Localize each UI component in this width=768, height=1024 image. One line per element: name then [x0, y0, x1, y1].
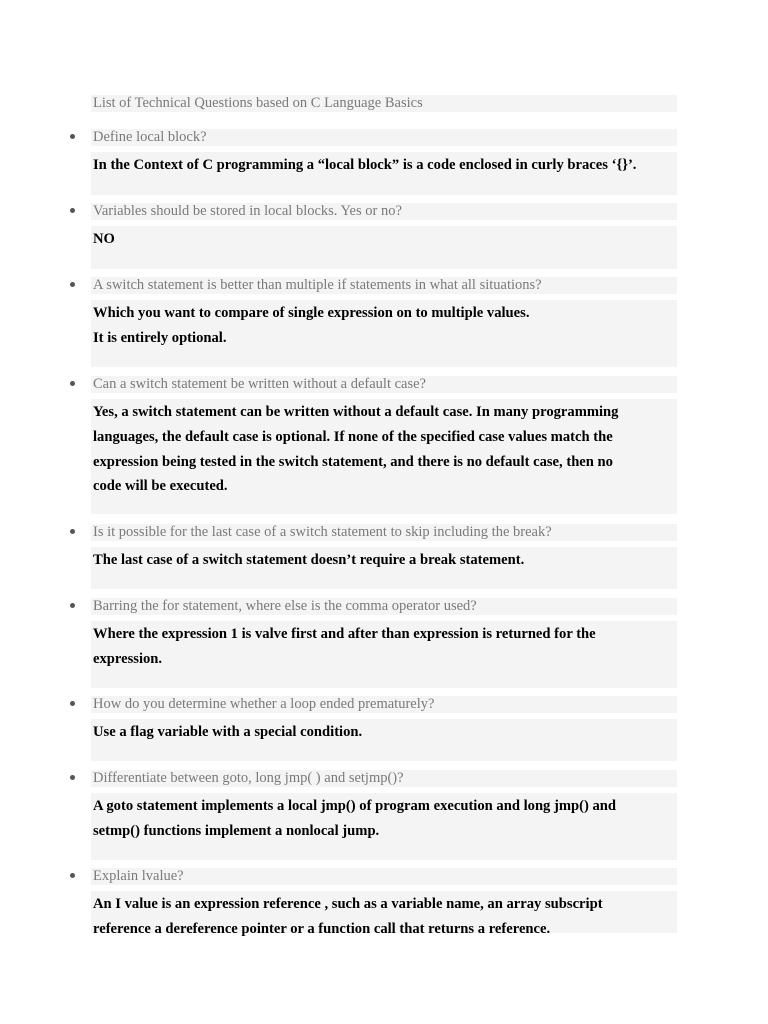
- answer-line: Yes, a switch statement can be written without a default case. In many programming: [93, 404, 619, 420]
- question-text: Explain lvalue?: [91, 868, 677, 885]
- answer-line: code will be executed.: [93, 478, 228, 495]
- question-text: How do you determine whether a loop ended prematurely?: [91, 696, 677, 713]
- answer-line: An I value is an expression reference , such as a variable name, an array subscript: [93, 896, 603, 912]
- question-text: Variables should be stored in local blocks. Yes or no?: [91, 203, 677, 220]
- answer-line: expression being tested in the switch statement, and there is no default case, then no: [93, 453, 613, 470]
- question-text: Define local block?: [91, 129, 677, 146]
- answer-block: [91, 891, 677, 937]
- bullet-icon: [70, 282, 75, 287]
- answer-block: [91, 793, 677, 860]
- question-text: Is it possible for the last case of a switch statement to skip including the break?: [91, 524, 677, 541]
- answer-block: [91, 399, 677, 514]
- document-title: List of Technical Questions based on C Language Basics: [91, 95, 677, 112]
- bullet-icon: [70, 381, 75, 386]
- question-text: Can a switch statement be written without a default case?: [91, 376, 677, 393]
- question-text: A switch statement is better than multiple if statements in what all situations?: [91, 277, 677, 294]
- answer-block: [91, 547, 677, 589]
- bullet-icon: [70, 873, 75, 878]
- question-text: Differentiate between goto, long jmp( ) and setjmp()?: [91, 770, 677, 787]
- answer-line: In the Context of C programming a “local block” is a code enclosed in curly braces ‘{}’.: [93, 157, 637, 173]
- answer-line: Which you want to compare of single expression on to multiple values.: [93, 305, 530, 321]
- question-text: Barring the for statement, where else is the comma operator used?: [91, 598, 677, 615]
- answer-block: [91, 719, 677, 761]
- bullet-icon: [70, 208, 75, 213]
- answer-line: expression.: [93, 650, 163, 667]
- answer-line: languages, the default case is optional. If none of the specified case values match the: [93, 428, 613, 445]
- answer-line: Use a flag variable with a special condition.: [93, 724, 363, 740]
- bullet-icon: [70, 134, 75, 139]
- answer-line: It is entirely optional.: [93, 329, 227, 346]
- answer-line: The last case of a switch statement doesn’t require a break statement.: [93, 552, 525, 568]
- answer-line: NO: [93, 231, 115, 247]
- bullet-icon: [70, 775, 75, 780]
- bullet-icon: [70, 701, 75, 706]
- answer-line: Where the expression 1 is valve first and after than expression is returned for the: [93, 626, 596, 642]
- bullet-icon: [70, 603, 75, 608]
- answer-block: [91, 226, 677, 269]
- answer-block: [91, 152, 677, 195]
- bullet-icon: [70, 529, 75, 534]
- answer-line: setmp() functions implement a nonlocal jump.: [93, 822, 380, 839]
- answer-line: A goto statement implements a local jmp() of program execution and long jmp() and: [93, 798, 617, 814]
- answer-block: [91, 621, 677, 688]
- answer-block: [91, 300, 677, 367]
- answer-line: reference a dereference pointer or a function call that returns a reference.: [93, 920, 551, 937]
